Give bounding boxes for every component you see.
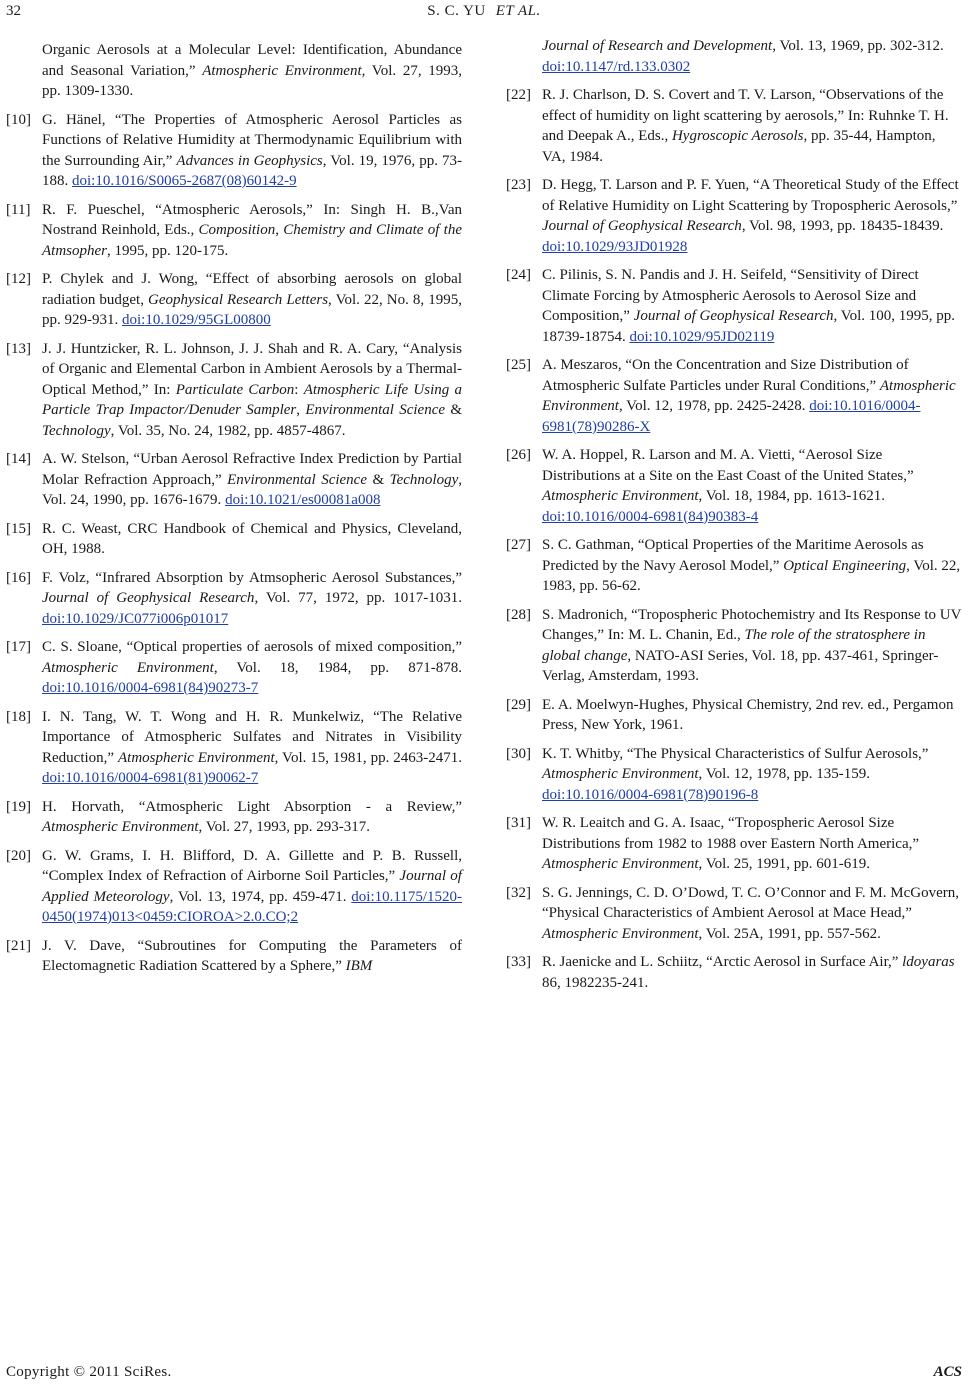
- reference-italic-text: Atmospheric Environment: [542, 766, 699, 782]
- reference-text: G. Hänel, “The Properties of Atmospheric Aerosol Particles as Functions of Relative Humidity at Thermodynamic Equilibrium with the Surrounding Air,”: [42, 111, 462, 169]
- reference-number: [12]: [6, 271, 31, 287]
- reference-number: [24]: [506, 267, 531, 283]
- reference-italic-text: Atmospheric Environment: [202, 62, 362, 79]
- doi-link[interactable]: doi:10.1147/rd.133.0302: [542, 58, 691, 75]
- reference-italic-text: IBM: [345, 958, 373, 974]
- running-head: [0, 3, 968, 20]
- reference-text: R. J. Charlson, D. S. Covert and T. V. Larson, “Observations of the effect of humidity on light scattering by aerosols,” In: Ruhnke T. H. and Deepak A., Eds.,: [542, 87, 949, 144]
- reference-number: [13]: [6, 340, 31, 357]
- reference-text: K. T. Whitby, “The Physical Characteristics of Sulfur Aerosols,”: [542, 745, 929, 762]
- reference-italic-text: Atmospheric Life Using a Particle Trap Impactor/Denuder Sampler: [42, 381, 463, 418]
- reference-italic-text: Environmental Science: [227, 471, 367, 488]
- reference-column-left: [6, 40, 462, 985]
- reference-italic-text: ldoyaras: [902, 954, 955, 970]
- reference-entry: [506, 175, 962, 257]
- reference-italic-text: Journal of Applied Meteorology: [42, 868, 462, 905]
- reference-italic-text: Atmospheric Environment: [542, 925, 699, 942]
- reference-text: C. S. Sloane, “Optical properties of aerosols of mixed composition,”: [42, 639, 462, 655]
- reference-text: , Vol. 35, No. 24, 1982, pp. 4857-4867.: [110, 422, 346, 439]
- reference-text: , Vol. 100, 1995, pp. 18739-18754.: [542, 308, 956, 345]
- reference-entry: [6, 637, 462, 699]
- reference-entry: [6, 339, 462, 442]
- reference-entry: [506, 744, 962, 806]
- reference-text: F. Volz, “Infrared Absorption by Atmsopheric Aerosol Substances,”: [42, 569, 462, 586]
- reference-italic-text: Geophysical Research Letters: [148, 291, 329, 308]
- doi-link[interactable]: doi:10.1021/es00081a008: [225, 492, 381, 508]
- reference-number: [23]: [506, 177, 531, 193]
- reference-entry: [6, 519, 462, 560]
- reference-text: , Vol. 25, 1991, pp. 601-619.: [698, 856, 871, 872]
- reference-text: W. R. Leaitch and G. A. Isaac, “Tropospheric Aerosol Size Distributions from 1982 to 1988 over Eastern North America,”: [542, 815, 920, 852]
- reference-italic-text: Journal of Geophysical Research: [633, 308, 834, 324]
- reference-italic-text: Atmospheric Environment: [42, 819, 199, 835]
- reference-italic-text: Atmospheric Environment: [542, 856, 699, 872]
- reference-entry: [506, 85, 962, 167]
- reference-text: J. J. Huntzicker, R. L. Johnson, J. J. Shah and R. A. Cary, “Analysis of Organic and Elemental Carbon in Ambient Aerosols by a Thermal-Optical Method,” In:: [42, 340, 462, 398]
- reference-entry: [506, 605, 962, 687]
- reference-text: , Vol. 25A, 1991, pp. 557-562.: [698, 925, 881, 942]
- reference-italic-text: Technology: [389, 471, 459, 488]
- reference-text: H. Horvath, “Atmospheric Light Absorption - a Review,”: [42, 798, 462, 815]
- reference-italic-text: Technology: [42, 422, 111, 439]
- reference-text: , Vol. 24, 1990, pp. 1676-1679.: [42, 471, 462, 508]
- reference-number: [28]: [506, 606, 531, 623]
- reference-number: [16]: [6, 569, 31, 586]
- doi-link[interactable]: doi:10.1016/0004-6981(84)90383-4: [542, 508, 759, 525]
- reference-text: S. C. Gathman, “Optical Properties of the Maritime Aerosols as Predicted by the Navy Aerosol Model,”: [542, 537, 924, 574]
- reference-italic-text: Environmental Science: [305, 402, 446, 418]
- reference-text: , 1995, pp. 120-175.: [107, 242, 229, 259]
- reference-entry: [6, 568, 462, 630]
- reference-italic-text: Optical Engineering: [783, 557, 907, 574]
- reference-text: , Vol. 22, No. 8, 1995, pp. 929-931.: [42, 291, 462, 328]
- reference-text: J. V. Dave, “Subroutines for Computing the Parameters of Electomagnetic Radiation Scattered by a Sphere,”: [42, 937, 462, 974]
- reference-entry: [506, 265, 962, 347]
- reference-text: P. Chylek and J. Wong, “Effect of absorbing aerosols on global radiation budget,: [42, 271, 462, 308]
- reference-entry: [506, 535, 962, 597]
- reference-text: C. Pilinis, S. N. Pandis and J. H. Seifeld, “Sensitivity of Direct Climate Forcing by Atmospheric Aerosols to Aerosol Size and Composition,”: [542, 267, 919, 324]
- reference-text: , NATO-ASI Series, Vol. 18, pp. 437-461, Springer-Verlag, Amsterdam, 1993.: [542, 647, 939, 684]
- reference-text: ,: [275, 222, 284, 238]
- reference-entry: [506, 883, 962, 945]
- reference-text: S. G. Jennings, C. D. O’Dowd, T. C. O’Connor and F. M. McGovern, “Physical Characteristics of Ambient Aerosol at Mace Head,”: [542, 884, 959, 921]
- reference-entry: [506, 952, 962, 993]
- reference-text: W. A. Hoppel, R. Larson and M. A. Vietti, “Aerosol Size Distributions at a Site on the East Coast of the United States,”: [542, 447, 914, 484]
- reference-number: [10]: [6, 111, 31, 128]
- reference-text: R. C. Weast, CRC Handbook of Chemical and Physics, Cleveland, OH, 1988.: [42, 520, 462, 557]
- reference-text: , Vol. 12, 1978, pp. 2425-2428.: [618, 398, 810, 414]
- reference-italic-text: Chemistry and Climate of the Atmsopher: [42, 222, 462, 259]
- page-number: 32: [6, 3, 21, 19]
- reference-number: [26]: [506, 447, 531, 463]
- reference-text: &: [445, 402, 462, 418]
- journal-abbreviation: ACS: [933, 1364, 962, 1380]
- reference-entry: [6, 846, 462, 928]
- reference-text: D. Hegg, T. Larson and P. F. Yuen, “A Theoretical Study of the Effect of Relative Humidity on Light Scattering by Tropospheric Aerosols,”: [542, 177, 959, 214]
- reference-text: , Vol. 19, 1976, pp. 73-188.: [42, 152, 462, 189]
- reference-text: I. N. Tang, W. T. Wong and H. R. Munkelwiz, “The Relative Importance of Atmospheric Sulfates and Nitrates in Visibility Reduction,”: [42, 708, 462, 766]
- doi-link[interactable]: doi:10.1016/0004-6981(78)90196-8: [542, 786, 759, 803]
- reference-italic-text: Advances in Geophysics: [176, 152, 323, 169]
- reference-italic-text: Composition: [198, 222, 276, 238]
- reference-number: [32]: [506, 884, 531, 901]
- reference-italic-text: Atmospheric Environment: [542, 377, 956, 414]
- reference-italic-text: Atmospheric Environment: [542, 488, 699, 504]
- reference-entry: [6, 449, 462, 511]
- reference-text: , Vol. 77, 1972, pp. 1017-1031.: [254, 590, 463, 606]
- reference-entry: [6, 40, 462, 102]
- reference-italic-text: The role of the stratosphere in global change: [542, 627, 926, 664]
- doi-link[interactable]: doi:10.1016/0004-6981(84)90273-7: [42, 680, 259, 696]
- doi-link[interactable]: doi:10.1016/0004-6981(78)90286-X: [542, 398, 921, 435]
- reference-text: , Vol. 22, 1983, pp. 56-62.: [542, 557, 961, 594]
- reference-italic-text: Journal of Research and Development: [542, 38, 773, 54]
- doi-link[interactable]: doi:10.1029/95GL00800: [122, 312, 271, 328]
- reference-entry: [506, 813, 962, 875]
- reference-entry: [506, 445, 962, 527]
- reference-number: [14]: [6, 451, 31, 467]
- reference-text: A. W. Stelson, “Urban Aerosol Refractive Index Prediction by Partial Molar Refraction Approach,”: [42, 451, 462, 488]
- reference-number: [29]: [506, 696, 531, 713]
- reference-text: E. A. Moelwyn-Hughes, Physical Chemistry, 2nd rev. ed., Pergamon Press, New York, 1961.: [542, 696, 954, 733]
- running-head-etal: ET AL.: [495, 3, 541, 19]
- reference-text: , Vol. 12, 1978, pp. 135-159.: [698, 766, 871, 782]
- reference-text: &: [367, 471, 390, 488]
- reference-number: [33]: [506, 954, 531, 970]
- reference-italic-text: Journal of Geophysical Research: [42, 590, 255, 606]
- reference-text: , Vol. 18, 1984, pp. 1613-1621.: [698, 488, 886, 504]
- reference-entry: [6, 797, 462, 838]
- reference-number: [18]: [6, 708, 31, 725]
- reference-text: , Vol. 27, 1993, pp. 293-317.: [198, 819, 371, 835]
- reference-italic-text: Atmospheric Environment: [42, 659, 214, 676]
- reference-number: [19]: [6, 798, 31, 815]
- reference-entry: [6, 707, 462, 789]
- reference-text: , Vol. 18, 1984, pp. 871-878.: [213, 659, 462, 676]
- reference-text: Organic Aerosols at a Molecular Level: Identification, Abundance and Seasonal Variation,”: [42, 42, 462, 79]
- reference-text: , Vol. 15, 1981, pp. 2463-2471.: [274, 749, 463, 766]
- reference-text: G. W. Grams, I. H. Blifford, D. A. Gillette and P. B. Russell, “Complex Index of Refraction of Airborne Soil Particles,”: [42, 847, 462, 884]
- doi-link[interactable]: doi:10.1016/0004-6981(81)90062-7: [42, 770, 259, 786]
- reference-number: [11]: [6, 201, 31, 218]
- reference-text: , pp. 35-44, Hampton, VA, 1984.: [542, 128, 936, 165]
- reference-text: ,: [296, 402, 306, 418]
- reference-text: :: [294, 381, 304, 398]
- doi-link[interactable]: doi:10.1029/JC077i006p01017: [42, 610, 229, 627]
- reference-number: [31]: [506, 815, 531, 831]
- reference-text: 86, 1982235-241.: [542, 974, 649, 991]
- doi-link[interactable]: doi:10.1029/93JD01928: [542, 238, 688, 255]
- reference-number: [22]: [506, 87, 531, 103]
- reference-text: R. Jaenicke and L. Schiitz, “Arctic Aerosol in Surface Air,”: [542, 954, 903, 970]
- running-head-authors: S. C. YU: [427, 3, 486, 19]
- reference-number: [20]: [6, 847, 31, 864]
- copyright-notice: Copyright © 2011 SciRes.: [6, 1364, 172, 1380]
- reference-text: R. F. Pueschel, “Atmospheric Aerosols,” In: Singh H. B.,Van Nostrand Reinhold, Eds.,: [42, 201, 462, 238]
- reference-text: , Vol. 98, 1993, pp. 18435-18439.: [741, 218, 944, 234]
- reference-entry: [506, 695, 962, 736]
- reference-text: A. Meszaros, “On the Concentration and Size Distribution of Atmospheric Sulfate Particles under Rural Conditions,”: [542, 357, 909, 394]
- reference-entry: [6, 200, 462, 262]
- reference-entry: [506, 36, 962, 77]
- doi-link[interactable]: doi:10.1175/1520-0450(1974)013<0459:CIOROA>2.0.CO;2: [42, 888, 462, 925]
- page-header: [0, 0, 968, 24]
- reference-entry: [6, 269, 462, 331]
- reference-number: [25]: [506, 357, 531, 373]
- reference-text: S. Madronich, “Tropospheric Photochemistry and Its Response to UV Changes,” In: M. L. Chanin, Ed.,: [542, 606, 962, 643]
- reference-italic-text: Journal of Geophysical Research: [542, 218, 742, 234]
- reference-entry: [6, 110, 462, 192]
- reference-text: , Vol. 27, 1993, pp. 1309-1330.: [42, 62, 463, 99]
- reference-number: [21]: [6, 937, 31, 954]
- reference-italic-text: Hygroscopic Aerosols: [671, 128, 804, 144]
- reference-number: [30]: [506, 745, 531, 762]
- reference-column-right: [506, 36, 962, 1001]
- reference-text: , Vol. 13, 1969, pp. 302-312.: [772, 38, 944, 54]
- reference-text: , Vol. 13, 1974, pp. 459-471.: [169, 888, 352, 905]
- reference-italic-text: Atmospheric Environment: [117, 749, 275, 766]
- doi-link[interactable]: doi:10.1016/S0065-2687(08)60142-9: [72, 173, 297, 189]
- reference-number: [27]: [506, 537, 531, 553]
- reference-entry: [6, 936, 462, 977]
- reference-number: [17]: [6, 639, 31, 655]
- doi-link[interactable]: doi:10.1029/95JD02119: [629, 328, 775, 345]
- reference-number: [15]: [6, 520, 31, 537]
- reference-entry: [506, 355, 962, 437]
- reference-italic-text: Particulate Carbon: [175, 381, 295, 398]
